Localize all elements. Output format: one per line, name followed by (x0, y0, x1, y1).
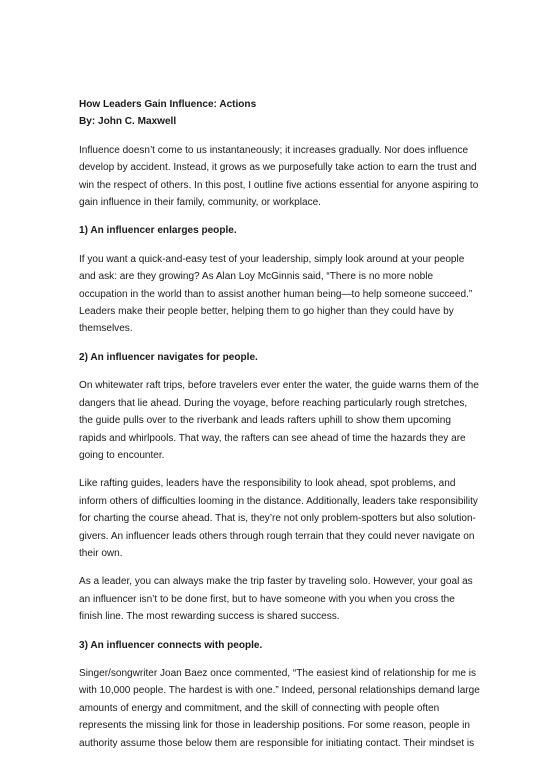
section-heading-3: 3) An influencer connects with people. (79, 639, 263, 651)
section-heading-1: 1) An influencer enlarges people. (79, 225, 237, 237)
document-byline: By: John C. Maxwell (79, 116, 177, 128)
title-block (79, 96, 480, 131)
document-title: How Leaders Gain Influence: Actions (79, 99, 257, 110)
section-2-paragraph-2: Like rafting guides, leaders have the responsibility to look ahead, spot problems, and inform others of difficulties looming in the distance. Additionally, leaders take responsibility for charting the course ahead. That is, they’re not only problem-spotters but also solution-givers. An influencer leads others through rough terrain that they could never navigate on their own. (79, 478, 478, 559)
section-1-paragraph-1: If you want a quick-and-easy test of your leadership, simply look around at your people and ask: are they growing? As Alan Loy McGinnis said, “There is no more noble occupation in the world than to assist another human being—to help someone succeed.” Leaders make their people better, helping them to go higher than they could have by themselves. (79, 253, 473, 335)
section-2-paragraph-3: As a leader, you can always make the trip faster by traveling solo. However, your goal as an influencer isn’t to be done first, but to have someone with you when you cross the finish line. The most rewarding success is shared success. (79, 576, 473, 623)
section-heading-2: 2) An influencer navigates for people. (79, 351, 258, 363)
intro-paragraph: Influence doesn’t come to us instantaneously; it increases gradually. Nor does influence develop by accident. Instead, it grows as we purposefully take action to earn the trust and win the respect of others. In this post, I outline five actions essential for anyone aspiring to gain influence in their family, community, or workplace. (79, 144, 479, 209)
section-2-paragraph-1: On whitewater raft trips, before travelers ever enter the water, the guide warns them of the dangers that lie ahead. During the voyage, before reaching particularly rough stretches, the guide pulls over to the riverbank and leads rafters uphill to show them upcoming rapids and whirlpools. That way, the rafters can see ahead of time the hazards they are going to encounter. (79, 380, 479, 461)
section-3-paragraph-1: Singer/songwriter Joan Baez once commented, “The easiest kind of relationship for me is with 10,000 people. The hardest is with one.” Indeed, personal relationships demand large amounts of energy and commitment, and the skill of connecting with people often represents the missing link for those in leadership positions. For some reason, people in authority assume those below them are responsible for initiating contact. Their mindset is (79, 667, 480, 749)
